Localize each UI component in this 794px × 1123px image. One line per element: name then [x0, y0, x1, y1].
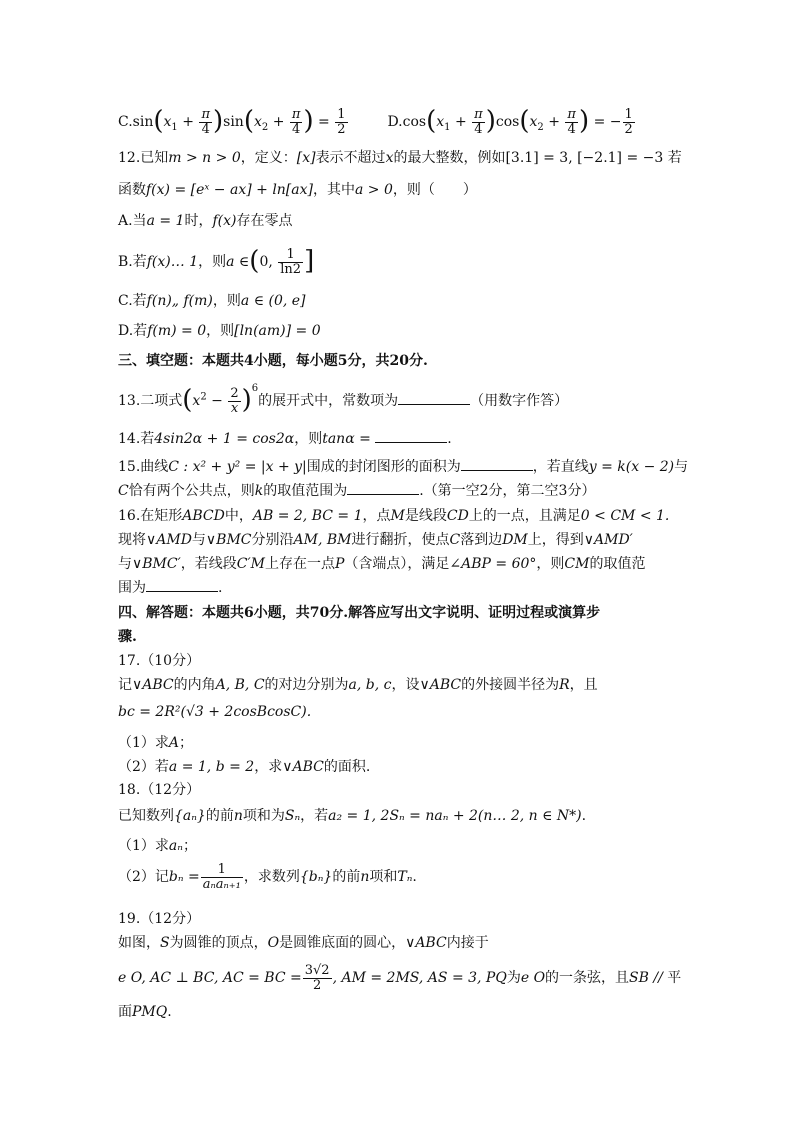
q18-part2: （2）记bₙ = $\frac{1}{\text{aₙaₙ₊₁}}$ ，求数列{bₙ}的前n项和Tₙ. — [118, 861, 417, 892]
q16-line4: 围为 . — [118, 580, 223, 596]
q16-line1: 16.在矩形ABCD中，AB = 2, BC = 1，点M是线段CD上的一点，且满足0 < CM < 1. — [118, 508, 670, 524]
q12-option-c: C.若f(n)„ f(m)，则a ∈ (0, e] — [118, 293, 306, 309]
q12-option-a: A.当a = 1时，f(x)存在零点 — [118, 213, 293, 229]
q19-heading: 19.（12分） — [118, 911, 201, 927]
q15-answer-blank-1[interactable] — [461, 458, 533, 471]
q18-stem: 已知数列{aₙ}的前n项和为Sₙ，若a₂ = 1, 2Sₙ = naₙ + 2(n… 2, n ∈ N*). — [118, 808, 587, 824]
q14-answer-blank[interactable] — [375, 430, 447, 443]
q11-option-c: $C.\sin(x_1$ + $\frac{\pi}{4}$ )$\sin(x_2$ + $\frac{\pi}{4}$ ) = $\frac{1}{2}$ — [118, 106, 346, 137]
q12-option-d: D.若f(m) = 0，则[ln(am)] = 0 — [118, 323, 321, 339]
q13: 13.二项式($x^2$ − $\frac{2}{x}$ )$^6$的展开式中，常数项为 （用数字作答） — [118, 383, 569, 416]
q17-part1: （1）求A； — [118, 735, 194, 751]
section-4-heading-line1: 四、解答题：本题共6小题，共70分.解答应写出文字说明、证明过程或演算步 — [118, 605, 601, 621]
q17-part2: （2）若a = 1, b = 2，求∨ABC的面积. — [118, 759, 371, 775]
q13-answer-blank[interactable] — [398, 392, 470, 405]
q15-answer-blank-2[interactable] — [347, 482, 419, 495]
q17-stem-line1: 记∨ABC的内角A, B, C的对边分别为a, b, c，设∨ABC的外接圆半径为R，且 — [118, 677, 598, 693]
q16-line3: 与∨BMC′，若线段C′M上存在一点P（含端点），满足∠ABP = 60°，则CM的取值范 — [118, 556, 646, 572]
section-3-heading: 三、填空题：本题共4小题，每小题5分，共20分. — [118, 353, 428, 369]
q11-options — [118, 102, 688, 142]
q19-stem-line3: 面PMQ. — [118, 1004, 172, 1020]
q16-answer-blank[interactable] — [146, 579, 218, 592]
q15-line1: 15.曲线C : x² + y² = |x + y|围成的封闭图形的面积为 ，若直线y = k(x − 2)与 — [118, 459, 689, 475]
q19-stem-line2: e O, AC ⊥ BC, AC = BC = $\frac{3√2}{2}$ , AM = 2MS, AS = 3, PQ为e O的一条弦，且SB // 平 — [118, 962, 682, 993]
q12-option-b: B.若f(x)… 1，则a ∈(0, $\frac{1}{\ln 2}$ ] — [118, 246, 315, 277]
q17-stem-line2: bc = 2R²(√3 + 2cosBcosC). — [118, 704, 312, 720]
q16-line2: 现将∨AMD与∨BMC分别沿AM, BM进行翻折，使点C落到边DM上，得到∨AMD′ — [118, 532, 633, 548]
section-4-heading-line2: 骤. — [118, 629, 137, 645]
q11-option-d: $D.\cos(x_1$ + $\frac{\pi}{4}$ )$\cos(x_2$ + $\frac{\pi}{4}$ ) = − $\frac{1}{2}$ — [387, 106, 633, 137]
q17-heading: 17.（10分） — [118, 653, 201, 669]
q12-stem-line1: 12.已知m > n > 0，定义：[x]表示不超过x的最大整数，例如[3.1] = 3, [−2.1] = −3 若 — [118, 150, 682, 166]
q18-heading: 18.（12分） — [118, 782, 201, 798]
q12-stem-line2: 函数f(x) = [eˣ − ax] + ln[ax]，其中a > 0，则（ ） — [118, 182, 477, 198]
q18-part1: （1）求aₙ； — [118, 838, 197, 854]
q15-line2: C恰有两个公共点，则k的取值范围为 .（第一空2分，第二空3分） — [118, 483, 596, 499]
q19-stem-line1: 如图，S为圆锥的顶点，O是圆锥底面的圆心，∨ABC内接于 — [118, 935, 489, 951]
q14: 14.若4sin2α + 1 = cos2α，则tanα = . — [118, 431, 452, 447]
